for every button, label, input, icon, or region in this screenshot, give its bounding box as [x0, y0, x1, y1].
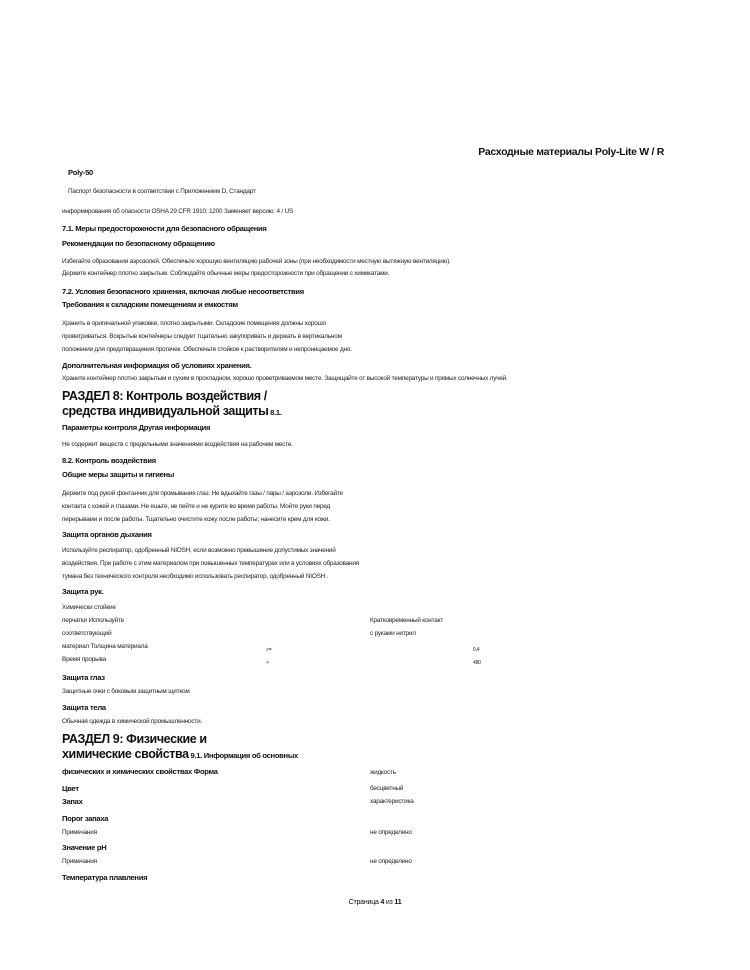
melting-point-label: Температура плавления — [62, 873, 148, 882]
eye-protection-title: Защита глаз — [62, 673, 105, 682]
section-9-title-line-1: РАЗДЕЛ 9: Физические и — [62, 732, 207, 746]
section-7-1-title: 7.1. Меры предосторожности для безопасного обращения — [62, 224, 267, 233]
body-protection-title: Защита тела — [62, 703, 106, 712]
odor-threshold-notes-label: Примечания — [62, 829, 97, 836]
hand-text-4: материал Толщина материала — [62, 643, 148, 650]
odor-label: Запах — [62, 797, 83, 806]
storage-requirements-title: Требования к складским помещениям и емкостям — [62, 300, 238, 309]
hygiene-text-2: контакта с кожей и глазами. Не ешьте, не пейте и не курите во время работы. Мойте руки перед — [62, 503, 331, 510]
color-value: бесцветный — [370, 785, 404, 792]
odor-threshold-label: Порог запаха — [62, 814, 109, 823]
section-8-title-line-1: РАЗДЕЛ 8: Контроль воздействия / — [62, 389, 267, 403]
control-params-title: Параметры контроля Другая информация — [62, 423, 211, 432]
handling-text-1: Избегайте образования аэрозолей. Обеспечьте хорошую вентиляцию рабочей зоны (при необходимости местную вытяжную вентиляцию). — [62, 258, 451, 265]
hand-text-3: соответствующий — [62, 630, 112, 637]
section-7-2-title: 7.2. Условия безопасного хранения, включая любые несоответствия — [62, 287, 304, 296]
sds-line-1: Паспорт безопасности в соответствии с Приложением D, Стандарт — [68, 188, 256, 195]
respiratory-text-2: воздействия. При работе с этим материалом при повышенных температурах или в условиях образования — [62, 560, 360, 567]
storage-text-2: проветриваться. Вскрытые контейнеры следует тщательно закупоривать и держать в вертикальном — [62, 333, 342, 340]
hand-text-1: Химически стойкие — [62, 604, 116, 611]
ph-notes-label: Примечания — [62, 858, 97, 865]
hand-protection-title: Защита рук. — [62, 587, 104, 596]
hand-text-5: Время прорыва — [62, 656, 106, 663]
ph-notes-value: не определено — [370, 858, 412, 865]
section-8-title-line-2: средства индивидуальной защиты 8.1. — [62, 404, 282, 418]
document-header-title: Расходные материалы Poly-Lite W / R — [478, 146, 664, 158]
handling-advice-title: Рекомендации по безопасному обращению — [62, 239, 215, 248]
storage-extra-title: Дополнительная информация об условиях хранения. — [62, 361, 252, 370]
hand-contact-text-2: с руками нитрил — [370, 630, 416, 637]
odor-threshold-notes-value: не определено — [370, 829, 412, 836]
control-params-text: Не содержит веществ с предельными значениями воздействия на рабочем месте. — [62, 441, 293, 448]
exposure-controls-title: 8.2. Контроль воздействия — [62, 456, 156, 465]
hand-text-2: перчатки Используйте — [62, 617, 124, 624]
ph-label: Значение pH — [62, 843, 107, 852]
body-protection-text: Обычная одежда в химической промышленности. — [62, 718, 203, 725]
eye-protection-text: Защитные очки с боковым защитным щитком — [62, 688, 190, 695]
respiratory-text-1: Используйте респиратор, одобренный NIOSH, если возможно превышение допустимых значений — [62, 547, 336, 554]
storage-text-3: положении для предотвращения протечек. Обеспечьте стойкое к растворителям и непроницаемое дно. — [62, 346, 352, 353]
respiratory-text-3: тумана без технического контроля необходимо использовать респиратор, одобренный NIOSH . — [62, 573, 329, 580]
odor-value: характеристика — [370, 798, 414, 805]
respiratory-protection-title: Защита органов дыхания — [62, 530, 152, 539]
hygiene-text-1: Держите под рукой фонтанчик для промывания глаз. Не вдыхайте газы / пары / аэрозоли. Избегайте — [62, 490, 343, 497]
storage-text-1: Хранить в оригинальной упаковке, плотно закрытыми. Складские помещения должны хорошо — [62, 320, 326, 327]
storage-extra-text: Храните контейнер плотно закрытым и сухим в прохладном, хорошо проветриваемом месте. Защищайте от высокой температуры и прямых солнечных лучей. — [62, 375, 508, 382]
thickness-value: 0,4 — [473, 647, 480, 653]
handling-text-2: Держите контейнер плотно закрытым. Соблюдайте обычные меры предосторожности при обращении с химикатами. — [62, 270, 390, 277]
form-label: физических и химических свойствах Форма — [62, 767, 218, 776]
sds-line-2: информирования об опасности OSHA 29 CFR 1910: 1200 Заменяет версию: 4 / US — [62, 208, 294, 215]
color-label: Цвет — [62, 784, 79, 793]
hygiene-text-3: перерывами и после работы. Тщательно очистите кожу после работы; нанесите крем для кожи. — [62, 516, 330, 523]
breakthrough-operator: > — [266, 660, 269, 666]
form-value: жидкость — [370, 769, 396, 776]
product-name: Poly-50 — [68, 168, 93, 177]
section-9-title-line-2: химические свойства 9.1. Информация об основных — [62, 747, 298, 761]
hygiene-title: Общие меры защиты и гигиены — [62, 470, 175, 479]
page-number: Страница 4 из 11 — [348, 899, 402, 906]
thickness-operator: >= — [266, 647, 272, 653]
breakthrough-value: 480 — [473, 660, 481, 666]
hand-contact-text-1: Кратковременный контакт — [370, 617, 444, 624]
